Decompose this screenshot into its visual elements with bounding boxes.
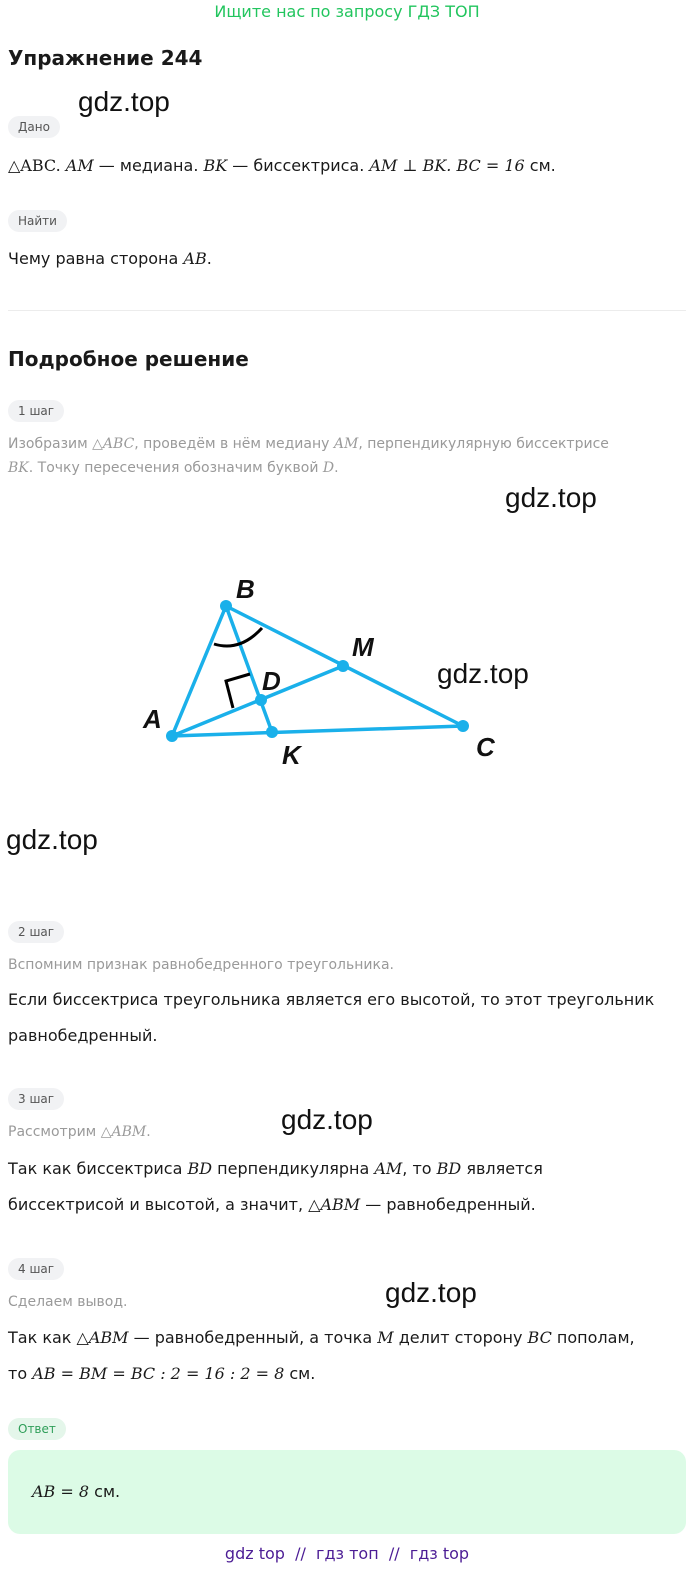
watermark: gdz.top: [385, 1277, 477, 1308]
given-am: AM: [65, 156, 94, 175]
step4-part: — равнобедренный, а точка: [128, 1328, 378, 1347]
page-title: Упражнение 244: [8, 46, 203, 70]
right-angle-mark: [226, 674, 250, 708]
step4-part: пополам,: [551, 1328, 635, 1347]
step3-note: [8, 1120, 151, 1144]
given-bk: BK: [203, 156, 228, 175]
step3-part: Так как биссектриса: [8, 1159, 188, 1178]
label-a: A: [143, 704, 162, 734]
step2-line1: Если биссектриса треугольника является его высотой, то этот треугольник: [8, 990, 655, 1009]
step1-part: .: [334, 460, 339, 476]
find-badge: Найти: [8, 210, 67, 232]
label-b: B: [236, 574, 255, 604]
answer-badge: Ответ: [8, 1418, 66, 1440]
step3-am: AM: [374, 1159, 403, 1178]
given-badge: Дано: [8, 116, 60, 138]
step3-note-tri: △ABM: [100, 1124, 147, 1140]
given-bc: BC = 16: [456, 156, 525, 175]
step3-note-part: .: [146, 1124, 151, 1140]
given-unit: см.: [524, 156, 556, 175]
section-divider: [8, 310, 686, 311]
step4-note: Сделаем вывод.: [8, 1294, 128, 1310]
find-dot: .: [206, 249, 212, 268]
point-m: [337, 660, 349, 672]
step1-part: Изобразим: [8, 436, 93, 452]
step4-badge: 4 шаг: [8, 1258, 64, 1280]
step4-part: Так как: [8, 1328, 77, 1347]
step4-line2: [8, 1356, 315, 1392]
point-a: [166, 730, 178, 742]
step4-bc: BC: [527, 1328, 552, 1347]
point-k: [266, 726, 278, 738]
step3-tri: △ABM: [308, 1195, 361, 1214]
step3-line1: [8, 1151, 543, 1187]
triangle-figure: [0, 560, 694, 800]
step3-line2: [8, 1187, 536, 1223]
step4-part: делит сторону: [393, 1328, 528, 1347]
step1-am: AM: [333, 436, 359, 452]
step2-badge: 2 шаг: [8, 921, 64, 943]
step4-unit: см.: [284, 1364, 316, 1383]
label-m: M: [352, 632, 374, 662]
step4-tri: △ABM: [76, 1328, 129, 1347]
step1-part: , перпендикулярную биссектрисе: [358, 436, 609, 452]
find-ab: AB: [183, 249, 207, 268]
find-text: [8, 241, 212, 277]
step4-line1: [8, 1320, 635, 1356]
side-ac: [172, 726, 463, 736]
step3-part: биссектрисой и высотой, а значит,: [8, 1195, 309, 1214]
step1-bk: BK: [8, 460, 29, 476]
step4-part: то: [8, 1364, 33, 1383]
step3-note-part: Рассмотрим: [8, 1124, 101, 1140]
step3-badge: 3 шаг: [8, 1088, 64, 1110]
step4-m: M: [377, 1328, 394, 1347]
step2-line2: равнобедренный.: [8, 1026, 158, 1045]
given-perp: AM ⊥ BK.: [369, 156, 452, 175]
answer-text: [32, 1474, 120, 1510]
step3-part: является: [461, 1159, 543, 1178]
step4-equation: AB = BM = BC : 2 = 16 : 2 = 8: [32, 1364, 285, 1383]
point-c: [457, 720, 469, 732]
step2-note: Вспомним признак равнобедренного треугольника.: [8, 957, 394, 973]
watermark: gdz.top: [505, 482, 597, 513]
step1-part: . Точку пересечения обозначим буквой: [28, 460, 323, 476]
watermark: gdz.top: [6, 824, 98, 855]
step3-part: , то: [402, 1159, 437, 1178]
watermark: gdz.top: [437, 658, 529, 689]
point-b: [220, 600, 232, 612]
solution-title: Подробное решение: [8, 347, 249, 371]
label-k: K: [282, 740, 301, 770]
label-c: C: [476, 732, 495, 762]
find-text-part: Чему равна сторона: [8, 249, 184, 268]
step1-d: D: [322, 460, 335, 476]
step1-text: [8, 432, 688, 480]
watermark: gdz.top: [281, 1104, 373, 1135]
answer-equation: AB = 8: [32, 1482, 90, 1501]
given-triangle: △ABC.: [8, 156, 61, 175]
given-text-part: — медиана.: [93, 156, 204, 175]
step1-tri: △ABC: [92, 436, 135, 452]
answer-unit: см.: [89, 1482, 121, 1501]
step3-bd: BD: [436, 1159, 462, 1178]
search-banner: Ищите нас по запросу ГДЗ ТОП: [214, 2, 480, 21]
footer-links[interactable]: gdz top // гдз топ // гдз top: [224, 1544, 470, 1563]
step3-part: перпендикулярна: [212, 1159, 375, 1178]
step1-part: , проведём в нём медиану: [134, 436, 334, 452]
watermark: gdz.top: [78, 86, 170, 117]
label-d: D: [262, 666, 281, 696]
given-text: [8, 148, 556, 184]
step3-part: — равнобедренный.: [360, 1195, 536, 1214]
given-text-part: — биссектриса.: [227, 156, 370, 175]
step3-bd: BD: [187, 1159, 213, 1178]
step1-badge: 1 шаг: [8, 400, 64, 422]
